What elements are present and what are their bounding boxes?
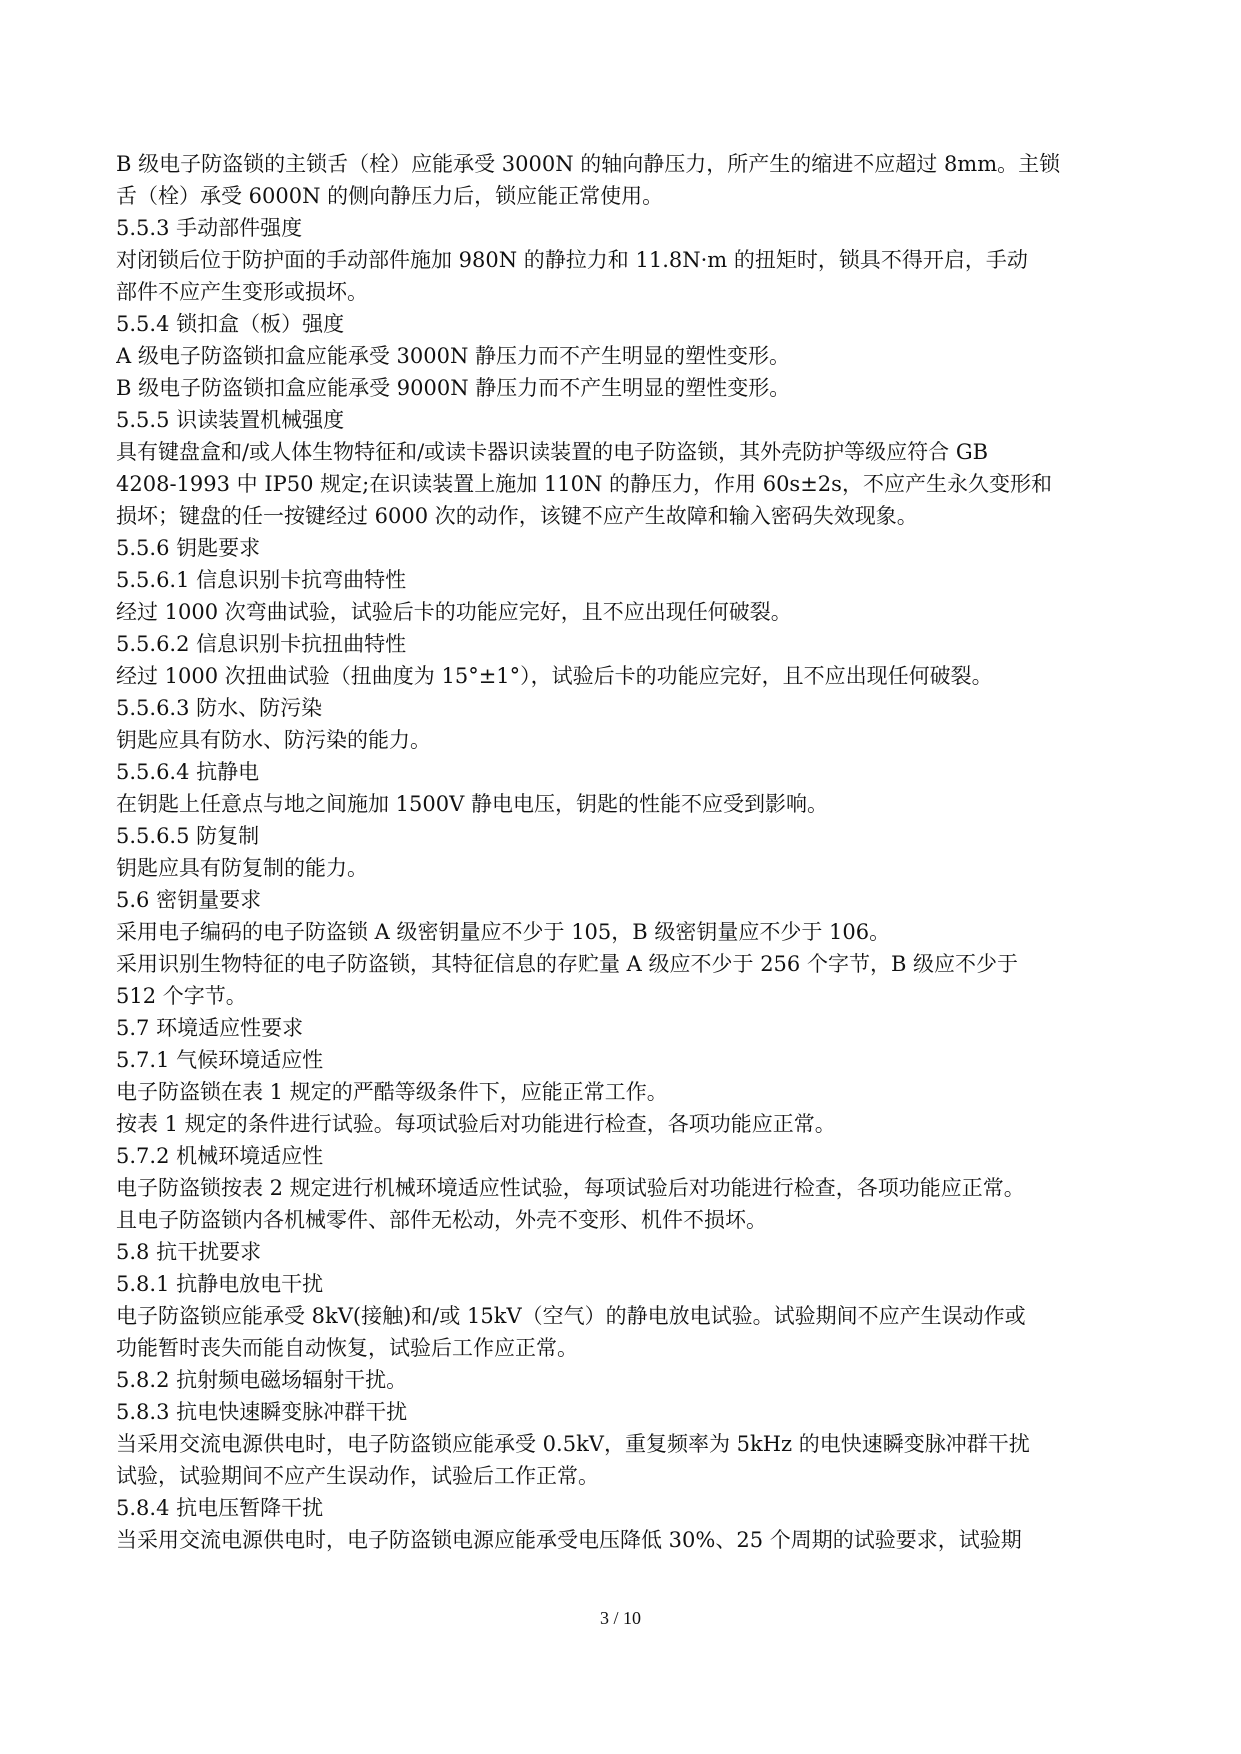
section-heading: 5.5.6.1 信息识别卡抗弯曲特性 [116, 568, 407, 592]
text-line: 试验，试验期间不应产生误动作，试验后工作正常。 [116, 1464, 599, 1488]
text-line: 采用电子编码的电子防盗锁 A 级密钥量应不少于 105，B 级密钥量应不少于 106。 [116, 920, 891, 944]
section-heading: 5.8.2 抗射频电磁场辐射干扰。 [116, 1368, 408, 1392]
text-line: 当采用交流电源供电时，电子防盗锁应能承受 0.5kV，重复频率为 5kHz 的电快速瞬变脉冲群干扰 [116, 1432, 1030, 1456]
section-heading: 5.5.6.2 信息识别卡抗扭曲特性 [116, 632, 407, 656]
section-heading: 5.7 环境适应性要求 [116, 1016, 304, 1040]
text-line: 按表 1 规定的条件进行试验。每项试验后对功能进行检查，各项功能应正常。 [116, 1112, 836, 1136]
text-line: 功能暂时丧失而能自动恢复，试验后工作应正常。 [116, 1336, 578, 1360]
section-heading: 5.5.3 手动部件强度 [116, 216, 303, 240]
section-heading: 5.5.4 锁扣盒（板）强度 [116, 312, 345, 336]
section-heading: 5.5.6 钥匙要求 [116, 536, 261, 560]
text-line: 钥匙应具有防水、防污染的能力。 [116, 728, 431, 752]
section-heading: 5.5.6.4 抗静电 [116, 760, 260, 784]
section-heading: 5.8.3 抗电快速瞬变脉冲群干扰 [116, 1400, 408, 1424]
section-heading: 5.8.4 抗电压暂降干扰 [116, 1496, 324, 1520]
section-heading: 5.8.1 抗静电放电干扰 [116, 1272, 324, 1296]
section-heading: 5.8 抗干扰要求 [116, 1240, 262, 1264]
text-line: 电子防盗锁在表 1 规定的严酷等级条件下，应能正常工作。 [116, 1080, 668, 1104]
text-line: 对闭锁后位于防护面的手动部件施加 980N 的静拉力和 11.8N·m 的扭矩时，锁具不得开启，手动 [116, 248, 1028, 272]
text-line: 当采用交流电源供电时，电子防盗锁电源应能承受电压降低 30%、25 个周期的试验要求，试验期 [116, 1528, 1022, 1552]
text-line: 舌（栓）承受 6000N 的侧向静压力后，锁应能正常使用。 [116, 184, 664, 208]
text-line: 经过 1000 次弯曲试验，试验后卡的功能应完好，且不应出现任何破裂。 [116, 600, 792, 624]
text-line: B 级电子防盗锁的主锁舌（栓）应能承受 3000N 的轴向静压力，所产生的缩进不应超过 8mm。主锁 [116, 152, 1061, 176]
section-heading: 5.6 密钥量要求 [116, 888, 262, 912]
section-heading: 5.7.1 气候环境适应性 [116, 1048, 324, 1072]
page-number: 3 / 10 [599, 1608, 641, 1628]
section-heading: 5.7.2 机械环境适应性 [116, 1144, 324, 1168]
text-line: 512 个字节。 [116, 984, 247, 1008]
text-line: 钥匙应具有防复制的能力。 [116, 856, 368, 880]
text-line: 损坏；键盘的任一按键经过 6000 次的动作，该键不应产生故障和输入密码失效现象。 [116, 504, 918, 528]
section-heading: 5.5.6.5 防复制 [116, 824, 260, 848]
text-line: 部件不应产生变形或损坏。 [116, 280, 368, 304]
document-body [116, 148, 1156, 1556]
text-line: 电子防盗锁应能承受 8kV(接触)和/或 15kV（空气）的静电放电试验。试验期间不应产生误动作或 [116, 1304, 1026, 1328]
text-line: 且电子防盗锁内各机械零件、部件无松动，外壳不变形、机件不损坏。 [116, 1208, 767, 1232]
text-line: 具有键盘盒和/或人体生物特征和/或读卡器识读装置的电子防盗锁，其外壳防护等级应符合 GB [116, 440, 989, 464]
text-line: A 级电子防盗锁扣盒应能承受 3000N 静压力而不产生明显的塑性变形。 [116, 344, 791, 368]
text-line: 4208-1993 中 IP50 规定;在识读装置上施加 110N 的静压力，作用 60s±2s，不应产生永久变形和 [116, 472, 1052, 496]
text-line: 经过 1000 次扭曲试验（扭曲度为 15°±1°），试验后卡的功能应完好，且不应出现任何破裂。 [116, 664, 993, 688]
text-line: 电子防盗锁按表 2 规定进行机械环境适应性试验，每项试验后对功能进行检查，各项功能应正常。 [116, 1176, 1025, 1200]
section-heading: 5.5.6.3 防水、防污染 [116, 696, 323, 720]
section-heading: 5.5.5 识读装置机械强度 [116, 408, 345, 432]
text-line: B 级电子防盗锁扣盒应能承受 9000N 静压力而不产生明显的塑性变形。 [116, 376, 791, 400]
text-line: 在钥匙上任意点与地之间施加 1500V 静电电压，钥匙的性能不应受到影响。 [116, 792, 828, 816]
text-line: 采用识别生物特征的电子防盗锁，其特征信息的存贮量 A 级应不少于 256 个字节，B 级应不少于 [116, 952, 1019, 976]
